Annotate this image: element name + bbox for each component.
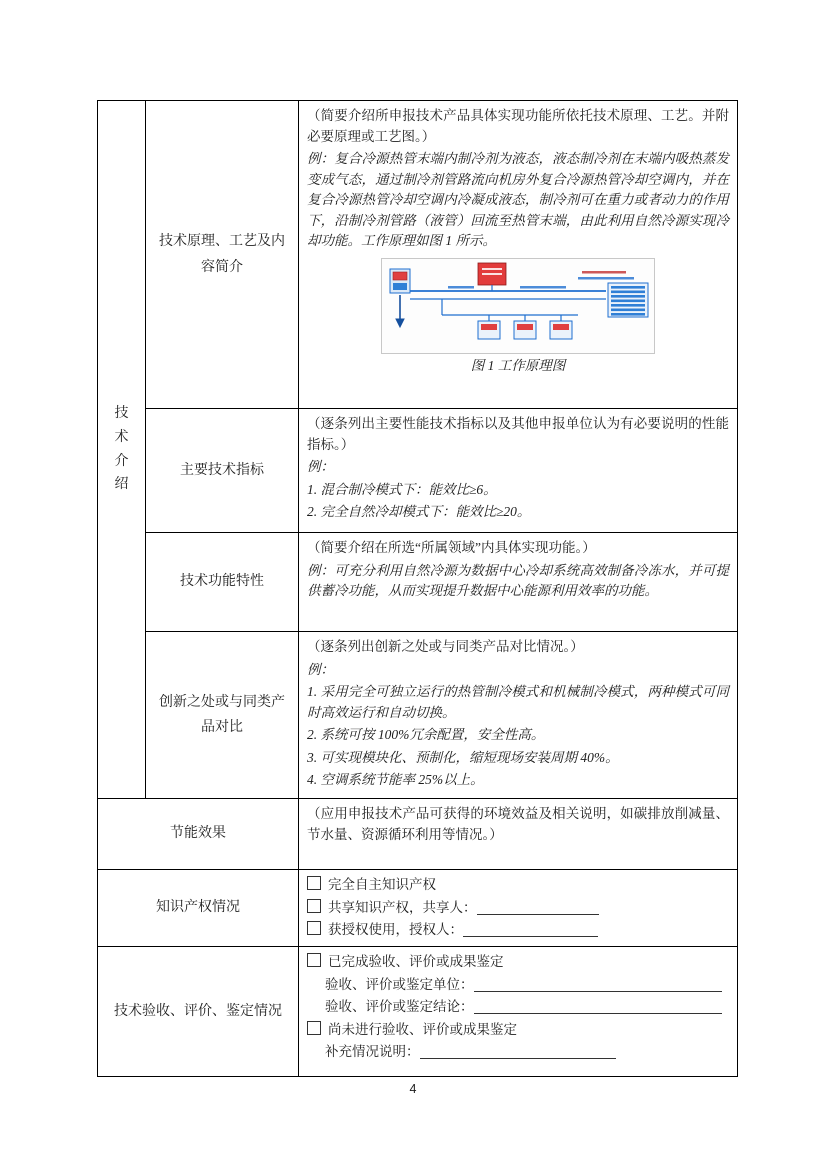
cell-label-ipr [98, 870, 299, 947]
innovation-item: 2. 系统可按 100%冗余配置，安全性高。 [307, 727, 545, 743]
cell-label-principle [146, 101, 299, 409]
row-label-features: 技术功能特性 [180, 574, 264, 590]
acceptance-unit-line [325, 975, 729, 996]
section-label-tech-intro: 技术介绍 [114, 405, 129, 493]
row-label-principle: 技术原理、工艺及内容简介 [159, 234, 285, 275]
innovation-intro-text: （逐条列出创新之处或与同类产品对比情况。） [307, 639, 584, 654]
page-number: 4 [409, 1082, 417, 1096]
indicator-item: 1. 混合制冷模式下：能效比≥6。 [307, 481, 497, 497]
row-label-innovation: 创新之处或与同类产品对比 [159, 694, 285, 735]
principle-example-text: 例：复合冷源热管末端内制冷剂为液态，液态制冷剂在末端内吸热蒸发变成气态，通过制冷剂管路流向机房外复合冷源热管冷却空调内，并在复合冷源热管冷却空调内冷凝成液态，制冷剂可在重力或者动力的作用下，沿制冷剂管路（液管）回流至热管末端，由此利用自然冷源实现冷却功能。工作原理如图 1 所示。 [307, 151, 729, 249]
row-label-ipr: 知识产权情况 [156, 900, 240, 916]
cell-content-acceptance [299, 947, 738, 1077]
ipr-option-label: 获授权使用，授权人： [328, 922, 463, 938]
features-intro-text: （简要介绍在所选“所属领域”内具体实现功能。） [307, 540, 596, 555]
row-label-saving: 节能效果 [170, 826, 226, 842]
ipr-option-label: 完全自主知识产权 [328, 877, 436, 892]
principle-intro-text: （简要介绍所申报技术产品具体实现功能所依托技术原理、工艺。并附必要原理或工艺图。） [307, 108, 729, 144]
indicators-intro-text: （逐条列出主要性能技术指标以及其他申报单位认为有必要说明的性能指标。） [307, 416, 729, 452]
application-form-table [97, 100, 738, 1077]
indicators-example-heading: 例： [307, 459, 334, 475]
row-label-acceptance: 技术验收、评价、鉴定情况 [114, 1003, 282, 1019]
acceptance-note-label: 补充情况说明： [325, 1044, 420, 1060]
diagram-bottom-units [478, 315, 572, 339]
diagram-tiny-labels [448, 271, 634, 289]
acceptance-result-label: 验收、评价或鉴定结论： [325, 999, 474, 1015]
acceptance-unit-label: 验收、评价或鉴定单位： [325, 976, 474, 992]
cell-label-features [146, 533, 299, 632]
diagram-right-coil [608, 283, 648, 317]
acceptance-note-blank[interactable] [420, 1043, 616, 1059]
cell-label-saving [98, 799, 299, 870]
cell-content-innovation [299, 632, 738, 799]
row-acceptance [98, 947, 738, 1077]
innovation-item: 4. 空调系统节能率 25%以上。 [307, 772, 484, 788]
ipr-shared-owner-blank[interactable] [477, 899, 599, 915]
acceptance-option-done [307, 952, 729, 973]
innovation-item: 1. 采用完全可独立运行的热管制冷模式和机械制冷模式，两种模式可同时高效运行和自动切换。 [307, 684, 729, 720]
cell-content-indicators [299, 409, 738, 533]
cell-label-indicators [146, 409, 299, 533]
acceptance-option-label: 已完成验收、评价或成果鉴定 [328, 954, 504, 969]
cell-content-principle [299, 101, 738, 409]
cell-label-acceptance [98, 947, 299, 1077]
row-principle [98, 101, 738, 409]
saving-content-text: （应用申报技术产品可获得的环境效益及相关说明，如碳排放削减量、节水量、资源循环利用等情况。） [307, 806, 729, 842]
acceptance-unit-blank[interactable] [474, 976, 722, 992]
ipr-option-own [307, 875, 729, 896]
innovation-item: 3. 可实现模块化、预制化，缩短现场安装周期 40%。 [307, 749, 619, 765]
figure-caption: 图 1 工作原理图 [470, 357, 566, 373]
ipr-option-licensed [307, 920, 729, 941]
working-principle-diagram-image [381, 258, 655, 354]
row-innovation [98, 632, 738, 799]
checkbox-ipr-licensed[interactable] [307, 921, 321, 935]
cell-content-features [299, 533, 738, 632]
ipr-option-label: 共享知识产权，共享人： [328, 899, 477, 915]
checkbox-acceptance-not[interactable] [307, 1021, 321, 1035]
diagram-red-box [478, 263, 506, 285]
ipr-option-shared [307, 898, 729, 919]
diagram-pipes [410, 285, 606, 315]
cell-label-innovation [146, 632, 299, 799]
diagram-down-arrow [396, 295, 404, 327]
acceptance-option-label: 尚未进行验收、评价或成果鉴定 [328, 1021, 517, 1037]
row-label-indicators: 主要技术指标 [180, 462, 264, 478]
row-saving [98, 799, 738, 870]
innovation-example-heading: 例： [307, 661, 334, 677]
checkbox-ipr-shared[interactable] [307, 899, 321, 913]
ipr-licensor-blank[interactable] [463, 921, 598, 937]
cell-content-saving [299, 799, 738, 870]
row-ipr [98, 870, 738, 947]
checkbox-acceptance-done[interactable] [307, 953, 321, 967]
diagram-left-unit [390, 269, 410, 293]
row-features [98, 533, 738, 632]
acceptance-result-line [325, 997, 729, 1018]
figure-working-principle [380, 258, 656, 377]
cell-content-ipr [299, 870, 738, 947]
acceptance-note-line [325, 1042, 729, 1063]
acceptance-option-not [307, 1020, 729, 1041]
cell-section-tech-intro [98, 101, 146, 799]
indicator-item: 2. 完全自然冷却模式下：能效比≥20。 [307, 504, 531, 520]
row-indicators [98, 409, 738, 533]
features-example-text: 例：可充分利用自然冷源为数据中心冷却系统高效制备冷冻水，并可提供蓄冷功能，从而实现提升数据中心能源利用效率的功能。 [307, 562, 729, 599]
checkbox-ipr-own[interactable] [307, 876, 321, 890]
acceptance-result-blank[interactable] [474, 998, 722, 1014]
